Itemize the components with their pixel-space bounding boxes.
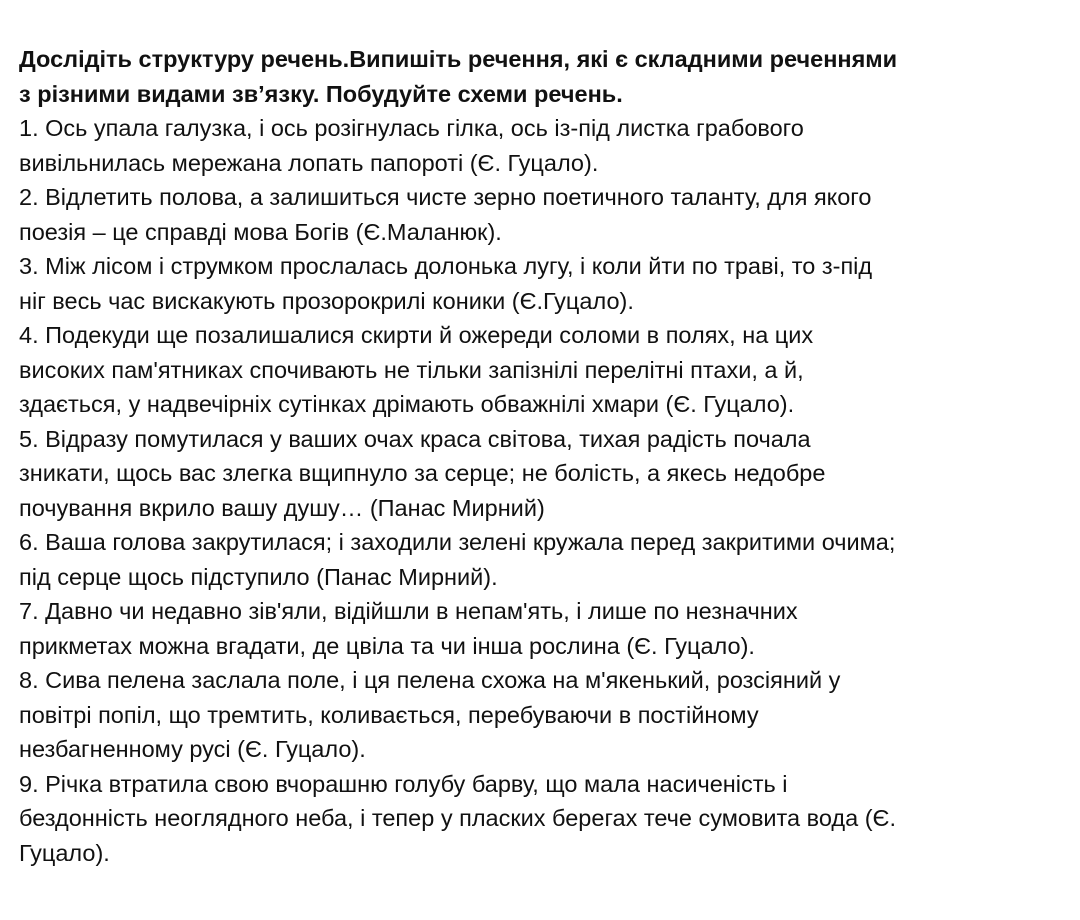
sentence-5-line-2: зникати, щось вас злегка вщипнуло за серце; не болість, а якесь недобре (19, 460, 826, 486)
sentence-2-line-1: 2. Відлетить полова, а залишиться чисте зерно поетичного таланту, для якого (19, 184, 872, 210)
sentence-8-line-1: 8. Сива пелена заслала поле, і ця пелена схожа на м'якенький, розсіяний у (19, 667, 841, 693)
sentence-5-line-3: почування вкрило вашу душу… (Панас Мирний) (19, 494, 545, 521)
sentence-8-line-3: незбагненному русі (Є. Гуцало). (19, 736, 366, 762)
sentence-4-line-2: високих пам'ятниках спочивають не тільки запізнілі перелітні птахи, а й, (19, 356, 804, 383)
sentence-9-line-2: бездонність неоглядного неба, і тепер у пласких берегах тече сумовита вода (Є. (19, 805, 896, 831)
sentence-6-line-2: під серце щось підступило (Панас Мирний). (19, 563, 498, 590)
sentence-6-line-1: 6. Ваша голова закрутилася; і заходили зелені кружала перед закритими очима; (19, 529, 896, 555)
sentence-4-line-3: здається, у надвечірніх сутінках дрімають обважнілі хмари (Є. Гуцало). (19, 391, 795, 417)
sentence-3-line-1: 3. Між лісом і струмком прослалась долонька лугу, і коли йти по траві, то з-під (19, 253, 873, 279)
sentence-7-line-1: 7. Давно чи недавно зів'яли, відійшли в непам'ять, і лише по незначних (19, 598, 798, 624)
sentence-3-line-2: ніг весь час вискакують прозорокрилі коники (Є.Гуцало). (19, 287, 634, 314)
sentence-1-line-2: вивільнилась мережана лопать папороті (Є. Гуцало). (19, 149, 599, 176)
sentence-8-line-2: повітрі попіл, що тремтить, коливається, перебуваючи в постійному (19, 701, 759, 728)
sentence-9-line-1: 9. Річка втратила свою вчорашню голубу барву, що мала насиченість і (19, 770, 788, 797)
sentence-1-line-1: 1. Ось упала галузка, і ось розігнулась гілка, ось із-під листка грабового (19, 115, 804, 141)
sentence-4-line-1: 4. Подекуди ще позалишалися скирти й ожереди соломи в полях, на цих (19, 322, 814, 348)
task-heading-line-2: з різними видами зв’язку. Побудуйте схеми речень. (19, 80, 623, 107)
task-heading-line-1: Дослідіть структуру речень.Випишіть речення, які є складними реченнями (19, 46, 898, 72)
sentence-7-line-2: прикметах можна вгадати, де цвіла та чи інша рослина (Є. Гуцало). (19, 632, 755, 659)
sentence-9-line-3: Гуцало). (19, 839, 110, 866)
sentence-2-line-2: поезія – це справді мова Богів (Є.Маланюк). (19, 218, 502, 245)
sentence-5-line-1: 5. Відразу помутилася у ваших очах краса світова, тихая радість почала (19, 425, 811, 452)
